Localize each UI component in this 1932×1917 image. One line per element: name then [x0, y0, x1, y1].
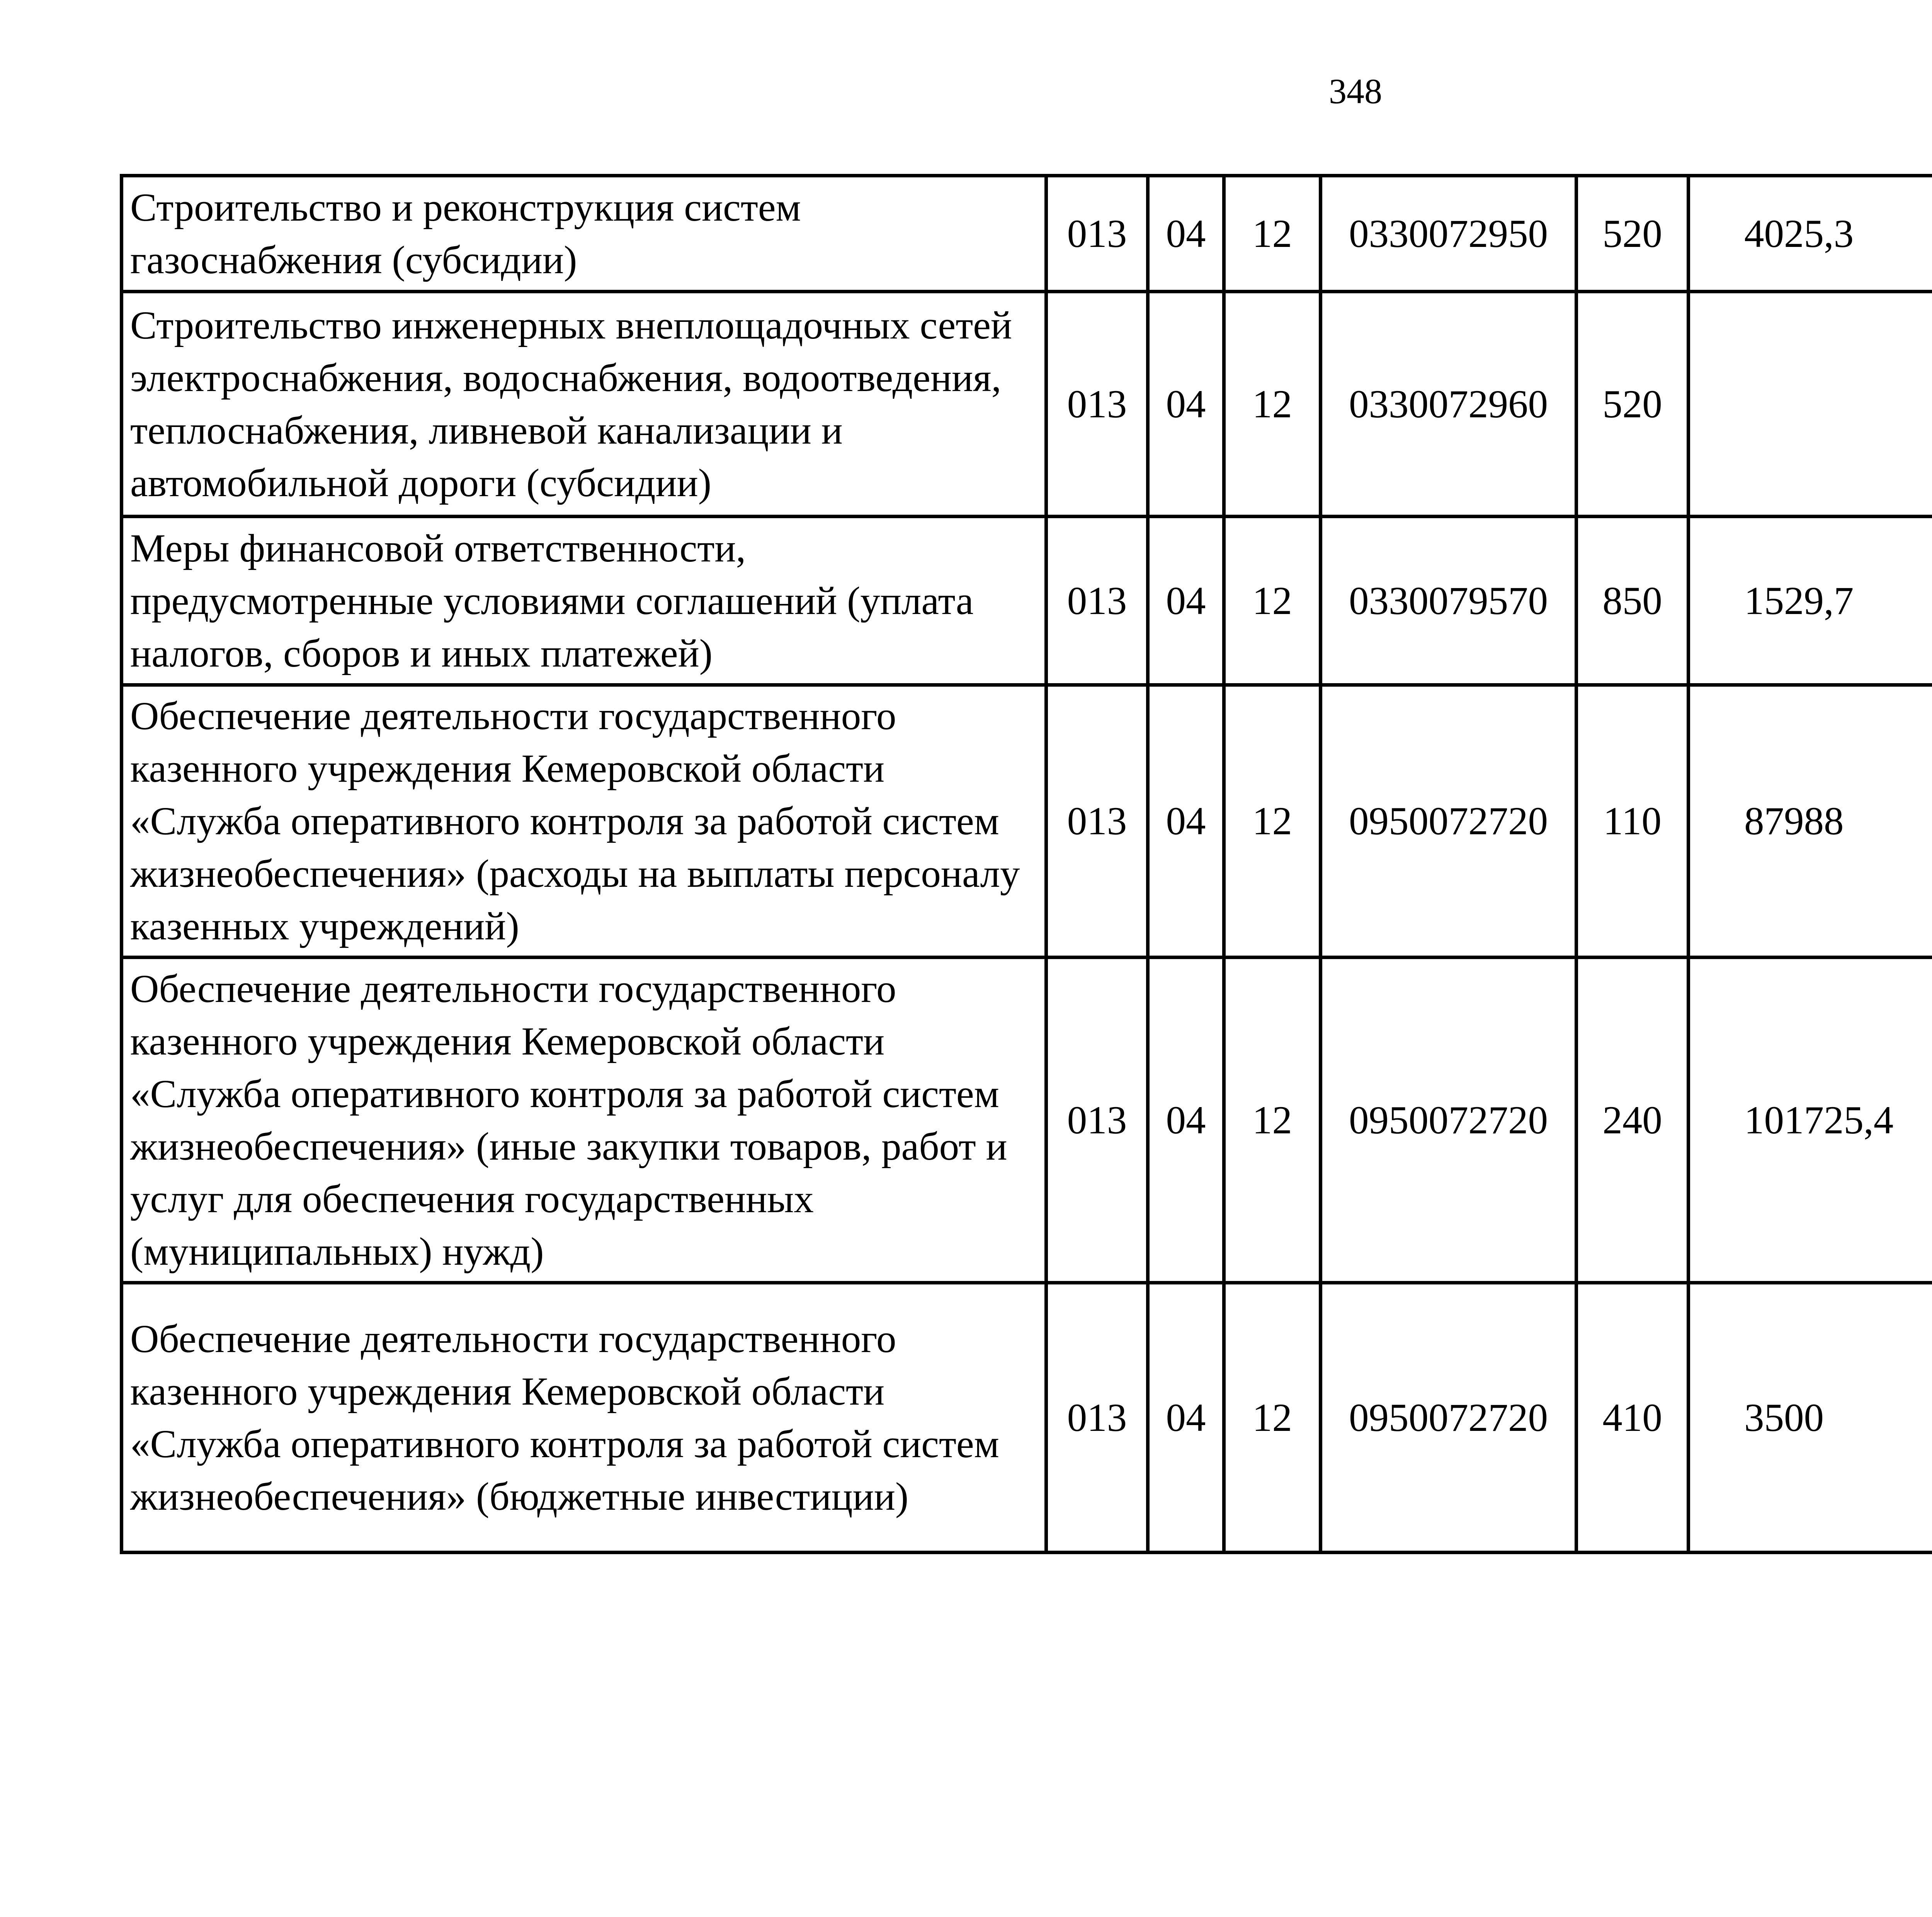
- row-description: Обеспечение деятельности государственного казенного учреждения Кемеровской области «Служба оперативного контроля за работой систем жизнеобеспечения» (бюджетные инвестиции): [122, 1283, 1046, 1553]
- section-code: 04: [1148, 958, 1224, 1283]
- table-row: [122, 685, 1932, 958]
- subsection-code: 12: [1224, 517, 1321, 685]
- expense-type-code: 110: [1577, 685, 1689, 958]
- target-article-code: 0330072960: [1321, 292, 1577, 517]
- target-article-code: 0950072720: [1321, 1283, 1577, 1553]
- ministry-code: 013: [1046, 517, 1148, 685]
- subsection-code: 12: [1224, 1283, 1321, 1553]
- target-article-code: 0330079570: [1321, 517, 1577, 685]
- table-row: [122, 517, 1932, 685]
- page-number: 348: [1329, 71, 1382, 111]
- table-row: [122, 176, 1932, 292]
- ministry-code: 013: [1046, 685, 1148, 958]
- ministry-code: 013: [1046, 958, 1148, 1283]
- expense-type-code: 410: [1577, 1283, 1689, 1553]
- section-code: 04: [1148, 685, 1224, 958]
- section-code: 04: [1148, 292, 1224, 517]
- section-code: 04: [1148, 517, 1224, 685]
- budget-table: [120, 174, 1932, 1554]
- target-article-code: 0950072720: [1321, 958, 1577, 1283]
- section-code: 04: [1148, 1283, 1224, 1553]
- subsection-code: 12: [1224, 292, 1321, 517]
- amount-year-1: 1529,7: [1689, 517, 1932, 685]
- target-article-code: 0330072950: [1321, 176, 1577, 292]
- table-row: [122, 292, 1932, 517]
- subsection-code: 12: [1224, 685, 1321, 958]
- expense-type-code: 240: [1577, 958, 1689, 1283]
- ministry-code: 013: [1046, 292, 1148, 517]
- ministry-code: 013: [1046, 176, 1148, 292]
- section-code: 04: [1148, 176, 1224, 292]
- subsection-code: 12: [1224, 958, 1321, 1283]
- amount-year-1: [1689, 292, 1932, 517]
- table-row: [122, 1283, 1932, 1553]
- row-description: Строительство и реконструкция систем газоснабжения (субсидии): [122, 176, 1046, 292]
- target-article-code: 0950072720: [1321, 685, 1577, 958]
- expense-type-code: 520: [1577, 292, 1689, 517]
- row-description: Строительство инженерных внеплощадочных сетей электроснабжения, водоснабжения, водоотведения, теплоснабжения, ливневой канализации и автомобильной дороги (субсидии): [122, 292, 1046, 517]
- amount-year-1: 4025,3: [1689, 176, 1932, 292]
- expense-type-code: 520: [1577, 176, 1689, 292]
- row-description: Обеспечение деятельности государственного казенного учреждения Кемеровской области «Служба оперативного контроля за работой систем жизнеобеспечения» (расходы на выплаты персоналу казенных учреждений): [122, 685, 1046, 958]
- amount-year-1: 87988: [1689, 685, 1932, 958]
- amount-year-1: 3500: [1689, 1283, 1932, 1553]
- table-row: [122, 958, 1932, 1283]
- row-description: Обеспечение деятельности государственного казенного учреждения Кемеровской области «Служба оперативного контроля за работой систем жизнеобеспечения» (иные закупки товаров, работ и услуг для обеспечения государственных (муниципальных) нужд): [122, 958, 1046, 1283]
- expense-type-code: 850: [1577, 517, 1689, 685]
- row-description: Меры финансовой ответственности, предусмотренные условиями соглашений (уплата налогов, сборов и иных платежей): [122, 517, 1046, 685]
- amount-year-1: 101725,4: [1689, 958, 1932, 1283]
- ministry-code: 013: [1046, 1283, 1148, 1553]
- subsection-code: 12: [1224, 176, 1321, 292]
